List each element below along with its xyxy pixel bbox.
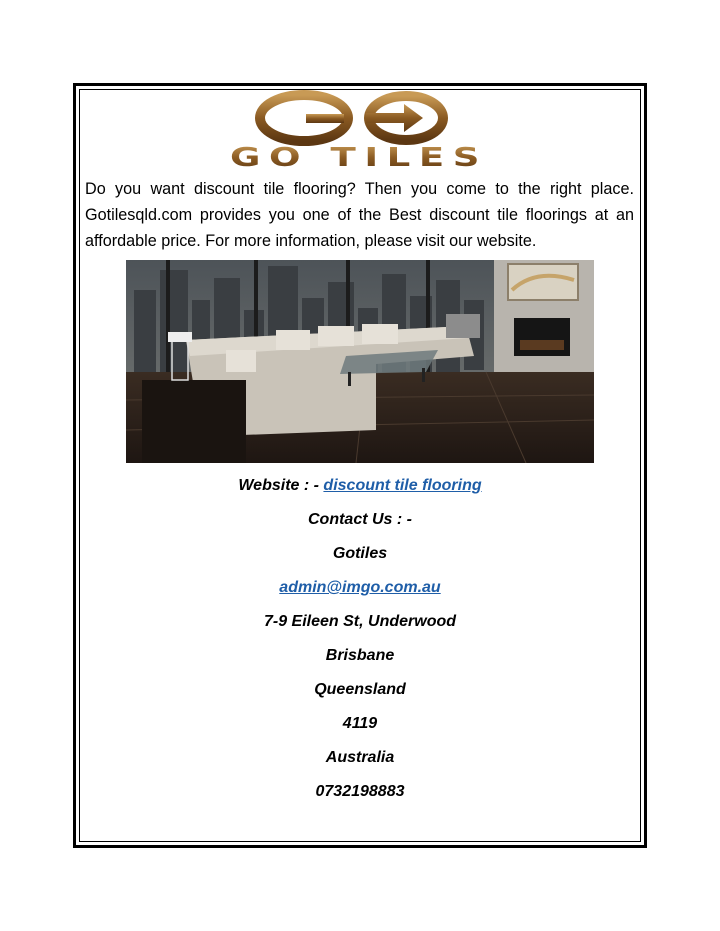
go-tiles-logo <box>226 90 492 172</box>
email-link[interactable]: admin@imgo.com.au <box>279 579 441 596</box>
country: Australia <box>325 749 395 766</box>
logo-o-ring <box>366 96 443 140</box>
website-label: Website : - <box>238 477 319 494</box>
contact-us-label: Contact Us : - <box>308 511 412 528</box>
intro-paragraph: Do you want discount tile flooring? Then you come to the right place. Gotilesqld.com provides you one of the Best discount tile floorings at an affordable price. For more information, please visit our website. <box>85 180 634 250</box>
street-address: 7-9 Eileen St, Underwood <box>263 613 457 630</box>
city: Brisbane <box>325 647 395 664</box>
state: Queensland <box>314 681 406 698</box>
living-room-photo <box>126 260 594 463</box>
email-line <box>80 578 640 598</box>
company-name: Gotiles <box>332 545 388 562</box>
phone-number: 0732198883 <box>315 783 405 800</box>
website-link[interactable]: discount tile flooring <box>323 477 482 494</box>
postcode: 4119 <box>342 715 378 732</box>
logo-g-ring <box>260 95 348 141</box>
logo-wordmark: GO TILES <box>230 143 488 172</box>
website-line <box>80 476 640 496</box>
